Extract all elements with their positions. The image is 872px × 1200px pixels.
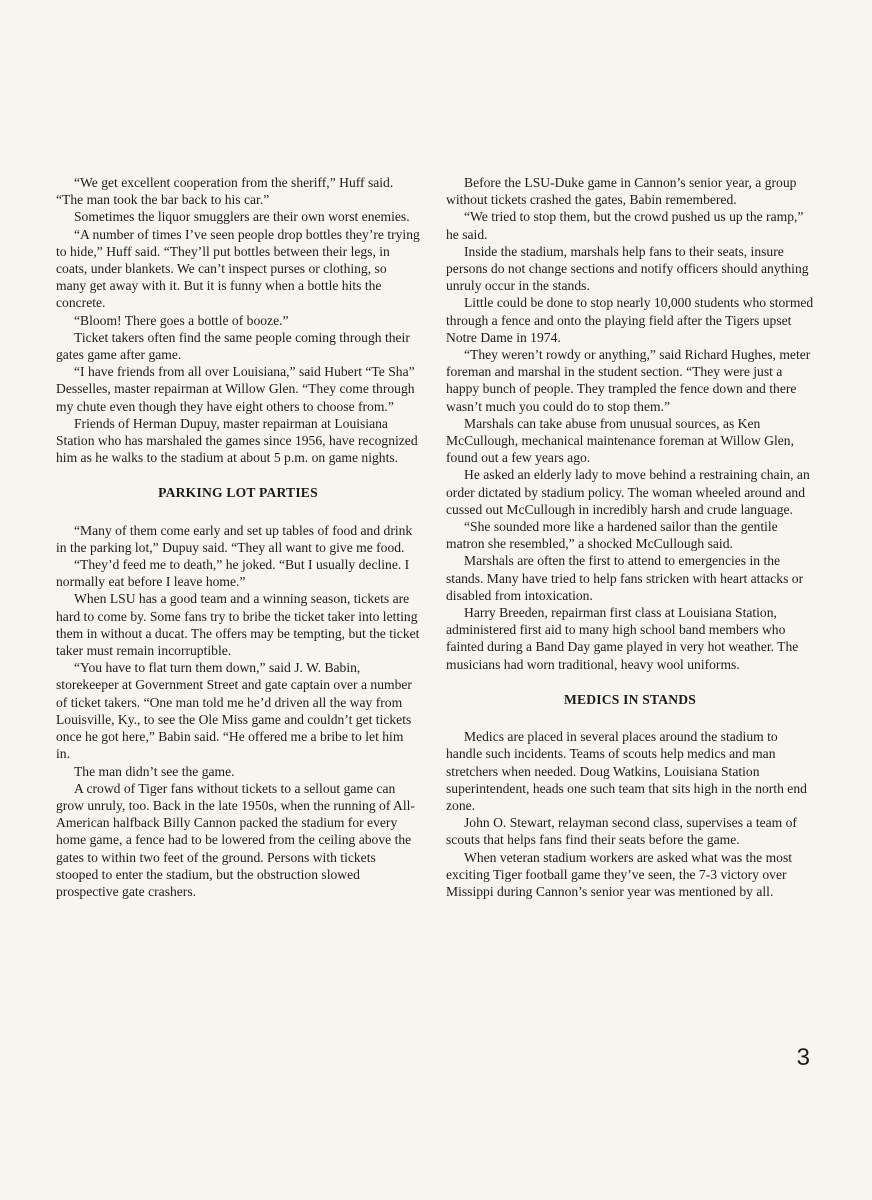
paragraph: “She sounded more like a hardened sailor than the gentile matron she resembled,” a shocked McCullough said. bbox=[446, 519, 778, 552]
paragraph: “A number of times I’ve seen people drop bottles they’re trying to hide,” Huff said. “They’ll put bottles between their legs, in coats, under blankets. We can’t inspect purses or clothing, so many get away with it. But it is funny when a bottle hits the concrete. bbox=[56, 226, 420, 311]
paragraph: When veteran stadium workers are asked what was the most exciting Tiger football game they’ve seen, the 7-3 victory over Missippi during Cannon’s senior year was mentioned by all. bbox=[446, 849, 793, 899]
paragraph: “They’d feed me to death,” he joked. “But I usually decline. I normally eat before I leave home.” bbox=[56, 557, 410, 590]
paragraph: “We tried to stop them, but the crowd pushed us up the ramp,” he said. bbox=[446, 209, 804, 242]
section-heading-parking-lot-parties: PARKING LOT PARTIES bbox=[158, 485, 318, 501]
paragraph: The man didn’t see the game. bbox=[74, 763, 235, 779]
paragraph: Medics are placed in several places around the stadium to handle such incidents. Teams of scouts help medics and man stretchers when needed. Doug Watkins, Louisiana Station superintendent, heads one such team that sits high in the north end zone. bbox=[446, 729, 807, 813]
paragraph: Sometimes the liquor smugglers are their own worst enemies. bbox=[74, 209, 410, 225]
paragraph: Ticket takers often find the same people coming through their gates game after game. bbox=[56, 329, 410, 363]
section-heading-medics-in-stands: MEDICS IN STANDS bbox=[563, 691, 697, 707]
paragraph: Inside the stadium, marshals help fans to their seats, insure persons do not change sections and notify officers should anything unruly occur in the stands. bbox=[446, 243, 809, 294]
paragraph: “We get excellent cooperation from the sheriff,” Huff said. “The man took the bar back to his car.” bbox=[56, 175, 394, 208]
paragraph: “Bloom! There goes a bottle of booze.” bbox=[74, 312, 289, 328]
paragraph: “You have to flat turn them down,” said J. W. Babin, storekeeper at Government Street and gate captain over a number of ticket takers. “One man told me he’d driven all the way from Louisville, Ky., to see the Ole Miss game and couldn’t get tickets once he got here,” Babin said. “He offered me a bribe to let him in. bbox=[56, 660, 412, 762]
paragraph: Before the LSU-Duke game in Cannon’s senior year, a group without tickets crashed the gates, Babin remembered. bbox=[446, 175, 797, 208]
paragraph: He asked an elderly lady to move behind a restraining chain, an order dictated by stadium policy. The woman wheeled around and cussed out McCullough in incredibly harsh and crude language. bbox=[446, 467, 810, 517]
paragraph: “They weren’t rowdy or anything,” said Richard Hughes, meter foreman and marshal in the student section. “They were just a happy bunch of people. They trampled the fence down and there wasn’t much you could do to stop them.” bbox=[446, 347, 811, 414]
paragraph: “I have friends from all over Louisiana,” said Hubert “Te Sha” Desselles, master repairman at Willow Glen. “They come through my chute even though they have eight others to choose from.” bbox=[56, 364, 415, 414]
paragraph: When LSU has a good team and a winning season, tickets are hard to come by. Some fans try to bribe the ticket taker into letting them in without a ducat. The offers may be tempting, but the ticket taker must remain incorruptible. bbox=[56, 591, 420, 659]
page-number: 3 bbox=[796, 1044, 810, 1071]
paragraph: Friends of Herman Dupuy, master repairman at Louisiana Station who has marshaled the games since 1956, have recognized him as he walks to the stadium at about 5 p.m. on game nights. bbox=[56, 415, 418, 466]
paragraph: Little could be done to stop nearly 10,000 students who stormed through a fence and onto the playing field after the Tigers upset Notre Dame in 1974. bbox=[446, 295, 814, 345]
paragraph: Marshals can take abuse from unusual sources, as Ken McCullough, mechanical maintenance foreman at Willow Glen, found out a few years ago. bbox=[446, 415, 794, 466]
paragraph: Harry Breeden, repairman first class at Louisiana Station, administered first aid to many high school band members who fainted during a Band Day game played in very hot weather. The musicians had worn traditional, heavy wool uniforms. bbox=[446, 605, 799, 672]
paragraph: A crowd of Tiger fans without tickets to a sellout game can grow unruly, too. Back in the late 1950s, when the running of All-American halfback Billy Cannon packed the stadium for every home game, a fence had to be lowered from the ceiling above the gates to within two feet of the ground. Persons with tickets stooped to enter the stadium, but the obstruction slowed prospective gate crashers. bbox=[56, 780, 415, 899]
left-column bbox=[56, 174, 420, 900]
right-column bbox=[446, 174, 814, 900]
paragraph: Marshals are often the first to attend to emergencies in the stands. Many have tried to help fans stricken with heart attacks or disabled from intoxication. bbox=[446, 553, 804, 603]
paragraph: John O. Stewart, relayman second class, supervises a team of scouts that helps fans find their seats before the game. bbox=[446, 815, 797, 848]
paragraph: “Many of them come early and set up tables of food and drink in the parking lot,” Dupuy said. “They all want to give me food. bbox=[56, 522, 413, 555]
